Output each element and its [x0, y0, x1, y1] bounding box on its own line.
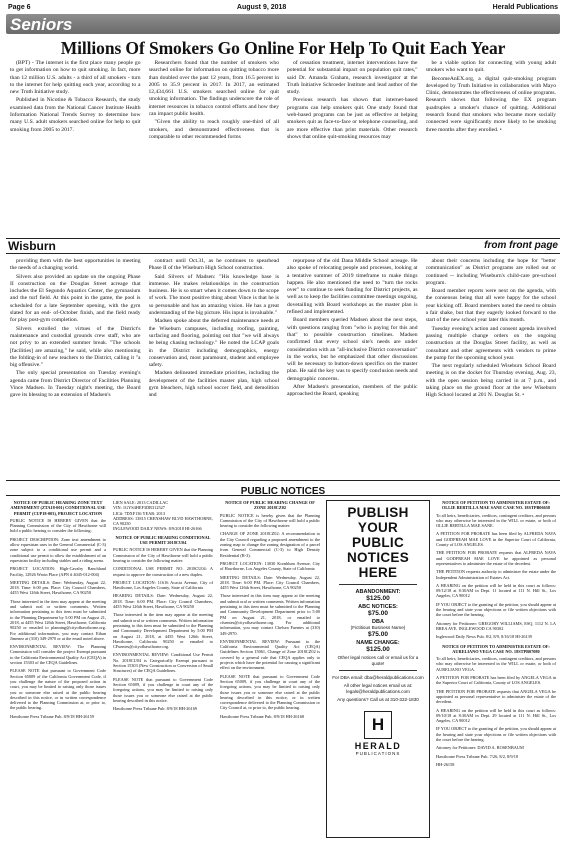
notice-paragraph: PROJECT LOCATION: 13030 Kornblum Avenue, City of Hawthorne, Los Angeles County, State of California [220, 560, 320, 572]
notice-paragraph: IF YOU OBJECT to the granting of the petition, you should appear at the hearing and state your objections or file written objections with the court before the hearing. [436, 726, 556, 742]
notice-signature: Inglewood Daily News Pub. 8/2, 8/9, 8/16/18 HI-26139 [436, 634, 532, 640]
section-title: Seniors [10, 15, 73, 34]
notice-paragraph: Those interested in the item may appear at the meeting and submit oral or written comments. Written information pertaining to this item must be submitted to the Planning Department by 5:00 PM on August 21, 2018, at 4455 West 126th Street, Hawthorne, California 90250 or emailed to planning@cityofhawthorne.org. For additional information, you may contact Ethan Jimenez at (310) 349-2970 or at the email noted above. [10, 598, 106, 641]
lien-line: INGLEWOOD DAILY NEWS: 8/9/2018 HI-26166 [113, 526, 202, 532]
ad-price-amount: $125.00 [366, 595, 390, 602]
story2-col2 [149, 258, 280, 472]
notice-paragraph: MEETING DETAILS: Date: Wednesday, August 22, 2018. Time: 6:00 PM. Place: City Council Chambers, 4455 West 126th Street, Hawthorne, CA 90250 [220, 574, 320, 591]
notice-signature: HH-26158 [436, 761, 455, 767]
lien-line: ADDRESS: 13815 CRENSHAW BLVD HAWTHORNE, CA 90250 [113, 515, 213, 527]
paragraph: Madsen delineated immediate priorities, including the development of the facilities master plan, high school gym bleachers, high school soccer field, and demolition and [148, 370, 279, 399]
public-notices-title: PUBLIC NOTICES [240, 486, 326, 497]
paragraph: of cessation treatment, internet interventions have the potential for substantial impact on population quit rates," said Dr. Amanda Graham, research investigator at the Truth Initiative Schroeder Institute and lead author of the study. [287, 60, 418, 96]
paragraph: be a viable option for connecting with young adult smokers who want to quit. [425, 60, 556, 74]
divider [339, 670, 417, 671]
notice-title: NOTICE OF PUBLIC HEARING ZONE TEXT AMENDMENT (ZTA18-001) CONDITIONAL USE PERMIT (CUP18-003), PROJECT LOCATION [10, 500, 106, 516]
ad-phone: Any questions? Call us at 310-322-1830 [337, 696, 419, 702]
paragraph: providing them with the best opportunities in meeting the needs of a changing world. [10, 258, 141, 272]
story1-col1 [10, 60, 141, 236]
ad-note: Other legal notices call or email us for a quote! [337, 654, 419, 666]
ad-dba-note: (Fictitious Business Name) [350, 625, 406, 630]
legal-notice-col1 [10, 500, 106, 838]
notice-paragraph: Hawthorne Press Tribune Pub. 7/26, 8/2, 8/9/18 [436, 753, 519, 759]
ad-headline-line: HERE [358, 565, 398, 580]
story2-col4 [426, 258, 557, 472]
notice-paragraph: A HEARING on the petition will be held in this court as follows: 09/12/18 at 8:30AM in Dept. 11 located at 111 N. Hill St., Los Angeles, CA 90012 [436, 582, 556, 599]
notice-title: NOTICE OF PETITION TO ADMINISTER ESTATE OF: OLLIE BERTILLA MAE SANE CASE NO. 18STPB06658 [441, 500, 551, 511]
notice-paragraph: PUBLIC NOTICE is hereby given that the Planning Commission of the City of Hawthorne will hold a public hearing to consider the following matter: [220, 512, 320, 529]
story1-col3 [287, 60, 418, 236]
story1-col4 [426, 60, 557, 236]
notice-title: NOTICE OF PUBLIC HEARING CHANGE OF ZONE 2018CZ02 [225, 500, 315, 511]
lien-line: LIEN SALE: 2013 CADILLAC [113, 500, 169, 505]
ad-price-amount: $75.00 [368, 610, 388, 617]
notice-paragraph: MEETING DETAILS: Date: Wednesday, August 22, 2018. Time: 6:00 pm. Place: City Council Chambers, 4455 West 126th Street, Hawthorne, CA 90250 [10, 579, 106, 596]
notice-paragraph: PUBLIC NOTICE IS HEREBY GIVEN that the Planning Commission of the City of Hawthorne will hold a public hearing to consider the following matter: [113, 547, 213, 563]
paragraph: (BPT) - The internet is the first place many people go to get information on how to quit smoking. In fact, more than 12 million U.S. adults - a third of all smokers - turn to the internet for help quitting each year, according to a new Truth Initiative study. [10, 60, 141, 96]
story1-body [10, 60, 556, 236]
paragraph: BecomeAnEX.org, a digital quit-smoking program developed by Truth Initiative in collaboration with Mayo Clinic, demonstrates the effectiveness of online programs. Research shows that following the EX program quadruples a smoker's chance of quitting. Additional research found that smokers who became more socially connected were significantly more likely to be smoking three months after they enrolled. • [425, 75, 556, 133]
paragraph: Said Silvers of Madsen: "His knowledge base is immense. He makes relationships in the construction business. He is so smart when it comes down to the scope of work. The most positive thing about Vince is that he is so personable and has an amazing vision. He has a great understanding of the big picture. His input is invaluable." [148, 273, 279, 317]
ad-headline-line: PUBLISH [347, 505, 409, 520]
notice-paragraph: THE PETITION requests authority to administer the estate under the Independent Administration of Estates Act. [436, 569, 556, 580]
story1-col2 [149, 60, 280, 236]
notice-paragraph: To all heirs, beneficiaries, creditors, contingent creditors, and persons who may otherwise be interested in the WILL or estate, or both of AURELIANO VEGA. [436, 656, 556, 672]
notice-paragraph: A PETITION FOR PROBATE has been filed by ANGELA VEGA in the Superior Court of California, County of LOS ANGELES. [436, 675, 556, 686]
paragraph: Madsen spoke about the deferred maintenance needs at the Wiseburn campuses, including roofing, painting, surfacing and flooring, pointing out that "we will always be being chasing technology." He noted the LCAP goals in the District including demographics, energy conservation and, most paramount, student and employee safety. [148, 318, 279, 369]
paragraph: The only special presentation on Tuesday evening's agenda came from District Director of Facilities Planning Vince Madsen. In Tuesday night's meeting, the Board gave its blessing to an extension of Madsen's [10, 370, 141, 399]
story2-body [10, 258, 556, 472]
notice-paragraph: PLEASE NOTE that pursuant to Government Code Section 65009, if you challenge in court any of the foregoing actions, you may be limited to raising only those issues you or someone else raised at the public hearing described in this notice, or in written correspondence delivered to the Planning Commission or City Council at, or prior to, the public hearing. [220, 673, 320, 711]
notice-paragraph: ENVIRONMENTAL REVIEW: Conditional Use Permit No. 2018CU04 is Categorically Exempt pursuant to Section 15303 (New Construction or Conversion of Small Structures) of the CEQA Guidelines. [113, 652, 213, 674]
paragraph: After Madsen's presentation, members of the public approached the Board, speaking [287, 384, 418, 398]
publish-notices-ad [326, 500, 430, 838]
lien-line: VIN: 1GYS4HEF3DR312527 [113, 505, 165, 511]
paragraph: The next regularly scheduled Wiseburn School Board meeting is on the docket for Thursday evening, Aug. 23, with the open session being carried in at 7 p.m., and taking place on the ground floor at the new Wiseburn High School located at 201 N. Douglas St. • [425, 363, 556, 399]
ad-price-label: ABC NOTICES: [358, 604, 398, 610]
paragraph: about their concerns including the hope for "better communication" as District programs are rolled out or continued -- including Wiseburn's child-care pre-school program. [425, 258, 556, 286]
notice-paragraph: A HEARING on the petition will be held in this court as follows: 09/10/18 at 8:30AM in Dept. 29 located at 111 N. Hill St., Los Angeles, CA 90012 [436, 707, 556, 724]
paragraph: "Given the ability to reach roughly one-third of all smokers, and demonstrated effectiveness that is comparable to other recommended forms [148, 119, 279, 140]
legal-notice-col2 [113, 500, 213, 838]
notice-paragraph: Those interested in the item may appear at the meeting and submit oral or written comments. Written information pertaining to this item must be submitted to the Planning and Community Development Department by 5:00 PM on August 21, 2018, at 4455 West 126th Street, Hawthorne, California 90250 or emailed to CFuentes@cityofhawthorne.org. [113, 612, 213, 650]
ad-price-label: NAME CHANGE: [356, 639, 400, 646]
ad-brand-sub: PUBLICATIONS [355, 750, 401, 756]
paragraph: Silvers also provided an update on the ongoing Phase II construction on the Douglas Street acreage that includes the El Segundo Aquatics Center, the gymnasium and the turf field. At this point in the game, the pool is scheduled for a late September opening, with the gym slated for an end- of-October finish, and the field ready for play post-gym completion. [10, 273, 141, 324]
paper-name: Herald Publications [492, 3, 558, 11]
issue-date: August 9, 2018 [236, 3, 287, 11]
jump-story-banner [6, 238, 560, 254]
ad-headline-line: YOUR [357, 520, 399, 535]
notice-paragraph: Attorney for Petitioner: DAVID A. ROSENBAUM [436, 745, 524, 751]
notice-paragraph: To all heirs, beneficiaries, creditors, contingent creditors, and persons who may otherwise be interested in the WILL or estate, or both of OLLIE BERTILLA MAE SANE. [436, 512, 556, 529]
ad-price-amount: $75.00 [368, 630, 388, 638]
ad-brand: HERALD [354, 740, 402, 751]
jump-label: from front page [484, 240, 558, 251]
divider [339, 584, 417, 585]
ad-headline-line: NOTICES [346, 550, 410, 565]
notice-title: NOTICE OF PETITION TO ADMINISTER ESTATE OF: AURELIANO VEGA CASE NO. 18STPB07080 [442, 643, 550, 654]
notice-paragraph: HEARING DETAILS: Date: Wednesday, August 22, 2018. Time: 6:00 PM. Place: City Council Chambers, 4455 West 126th Street, Hawthorne, CA 90250 [113, 593, 213, 610]
notice-paragraph: ENVIRONMENTAL REVIEW: Pursuant to the California Environmental Quality Act (CEQA) Guidelines Section 15061, Change of Zone 2018CZ02 is covered by a general rule that CEQA applies only to projects which have the potential for causing a significant effect on the environment. [220, 638, 320, 671]
ad-price-label: ABANDONMENT: [355, 589, 401, 595]
notice-paragraph: PLEASE NOTE that pursuant to Government Code Section 65009, if you challenge in court any of the foregoing actions, you may be limited to raising only those issues you or someone else raised at the public hearing described in this notice. [113, 676, 213, 703]
notice-paragraph: PROJECT DESCRIPTION: Zone text amendment to allow equestrian uses in the General Commercial (C-3) zone subject to a conditional use permit and a conditional use permit to allow the establishment of an equestrian facility including stables and a riding arena. [10, 536, 106, 563]
page-number: Page 6 [8, 3, 31, 11]
notice-paragraph: PUBLIC NOTICE IS HEREBY GIVEN that the Planning Commission of the City of Hawthorne will hold a public hearing to consider the following: [10, 517, 106, 534]
notice-signature: Hawthorne Press Tribune Pub. 8/9/18 HH-26168 [220, 713, 305, 719]
paragraph: Tuesday evening's action and consent agenda involved passing multiple change orders on the ongoing construction at the Douglas Street facility, as well as consultant and other agreements with vendors to prime the pump for the upcoming school year. [425, 325, 556, 361]
paragraph: Silvers extolled the virtues of the District's maintenance and custodial grounds crew staff, who are not privy to an extended summer break. "The schools [facilities] are amazing," he said, while also mentioning the folding-in of new teachers to the District, calling it "a big offensive." [10, 325, 141, 369]
ad-price-amount: $125.00 [366, 645, 390, 653]
legal-notice-col3 [220, 500, 320, 838]
notice-paragraph: PROJECT LOCATION: 11616 Acacia Avenue, City of Hawthorne, Los Angeles County, State of California [113, 579, 213, 591]
story2-col1 [10, 258, 141, 472]
herald-logo-icon: H [364, 711, 392, 739]
notice-paragraph: THE PETITION FOR PROBATE requests that ALFREDA NAVA and GODFREAH MAE LOVE be appointed as personal representatives to administer the estate of the decedent. [436, 550, 556, 566]
notice-paragraph: ENVIRONMENTAL REVIEW: The Planning Commission will consider the project Exempt pursuant to the California Environmental Quality Act (CEQA) in section 15303 of the CEQA Guidelines. [10, 644, 106, 666]
notice-paragraph: THE PETITION FOR PROBATE requests that ANGELA VEGA be appointed as personal representative to administer the estate of the decedent. [436, 688, 556, 705]
public-notices-banner [6, 480, 560, 496]
story-headline: Millions Of Smokers Go Online For Help To Quit Each Year [60, 38, 506, 58]
paragraph: Previous research has shown that internet-based programs can help smokers quit. One study found that web-based programs can be just as effective at helping smokers quit as face-to-face or telephone counseling, and are more effective than print materials. Other research shows that online quit-smoking resources may [287, 97, 418, 140]
notice-signature: Hawthorne Press Tribune Pub. 8/9/18 HH-26169 [113, 706, 198, 712]
notice-signature: Hawthorne Press Tribune Pub. 8/9/18 HH-26159 [10, 713, 95, 719]
ad-legal-email: All other legal notices email us at: legals@heraldpublications.com [343, 683, 413, 694]
ad-price-label: DBA [372, 619, 384, 625]
paragraph: contract until Oct.31, as he continues to spearhead Phase II of the Wiseburn High School construction. [148, 258, 279, 272]
paragraph: repurpose of the old Dana Middle School acreage. He also spoke of relocating people and processes, looking at a tentative summer of 2019 timeframe to make things happen. He also mentioned the need to "turn the rocks over" to continue to seek funding for District projects, as well as to keep the facilities committee meetings ongoing, dovetailing with Board workshops as the master plan is refined and implemented. [287, 258, 418, 316]
notice-paragraph: CHANGE OF ZONE 2018CZ02: A recommendation to the City Council regarding a proposed amendment to the zoning map to change the zoning designation of a parcel from General Commercial (C-3) to High Density Residential (R-3). [220, 531, 320, 558]
legal-notice-col5 [436, 500, 556, 838]
paragraph: Published in Nicotine & Tobacco Research, the study examined data from the National Cancer Institute Health Information National Trends Survey to determine how many U.S. adult smokers searched online for help to quit smoking from 2005 to 2017. [10, 97, 141, 133]
lien-line: LIC#: 7DXF136 YEAR: 2013 [113, 510, 166, 516]
notice-paragraph: Attorney for Petitioner: GREGORY WILLIAMS, ESQ. 1112 N. LA BREA AVE. INGLEWOOD CA 90302 [436, 620, 556, 631]
notice-paragraph: PROJECT LOCATION: High-Cavalry Ranchland Facility, 12926 Wroin Place (APN # 4045-012-004) [10, 566, 106, 577]
notice-paragraph: CONDITIONAL USE PERMIT NO. 2018CU04: A request to approve the construction of a new duplex. [113, 566, 213, 577]
paragraph: Board member reports were next on the agenda, with the consensus being that all were happy for the school year kicking off. Board members noted the need to obtain a fair shake, but that they eagerly looked forward to the start of the new school year later this month. [425, 288, 556, 324]
jump-story-title: Wisburn [8, 239, 56, 253]
paragraph: Board members queried Madsen about the next steps, with questions ranging from "who is paying for this and that" to possible construction timelines. Madsen confirmed that every school site's needs are under consideration with an "all-inclusive District conversation" in the works, but he emphasized that other discussions will be necessary to button-down specifics on the master plan. He said the key was to specify conclusion needs and demographic concerns. [287, 317, 418, 382]
notice-paragraph: Those interested in this item may appear at the meeting and submit oral or written comments. Written information pertaining to this item must be submitted to the Planning and Community Development Department prior to 5:00 PM on August 21, 2018, or emailed to cfuentes@cityofhawthorne.org. For additional information, you may contact Chelsea Fuentes at (310) 349-2970. [220, 593, 320, 636]
notice-paragraph: IF YOU OBJECT to the granting of the petition, you should appear at the hearing and state your objections or file written objections with the court before the hearing. [436, 601, 556, 618]
page-header [0, 0, 566, 14]
notice-paragraph: PLEASE NOTE that pursuant to Government Code Section 65009 of the California Government Code, if you challenge the nature of the proposed action in court, you may be limited to raising only those issues you or someone else raised at the public hearing described in this notice, or in written correspondence delivered to the Planning Commission at, or prior to, the public hearing. [10, 668, 106, 711]
notice-paragraph: A PETITION FOR PROBATE has been filed by ALFREDA NAVA and GODFREAH MAE LOVE in the Superior Court of California, County of LOS ANGELES. [436, 531, 556, 548]
story2-col3 [287, 258, 418, 472]
paragraph: Researchers found that the number of smokers who searched online for information on quitting tobacco more than doubled over the past 12 years, from 16.5 percent in 2005 to 35.9 percent in 2017. In 2017, an estimated 12,434,661 U.S. smokers searched online for quit smoking information. The findings underscore the role of internet resources in tobacco control efforts and how they can impact public health. [148, 60, 279, 118]
section-banner [6, 14, 560, 34]
notice-title: NOTICE OF PUBLIC HEARING CONDITIONAL USE PERMIT 2018CU04 [115, 534, 211, 546]
ad-headline-line: PUBLIC [351, 535, 405, 550]
ad-dba-email: For DBA email: dba@heraldpublications.com [332, 675, 424, 681]
